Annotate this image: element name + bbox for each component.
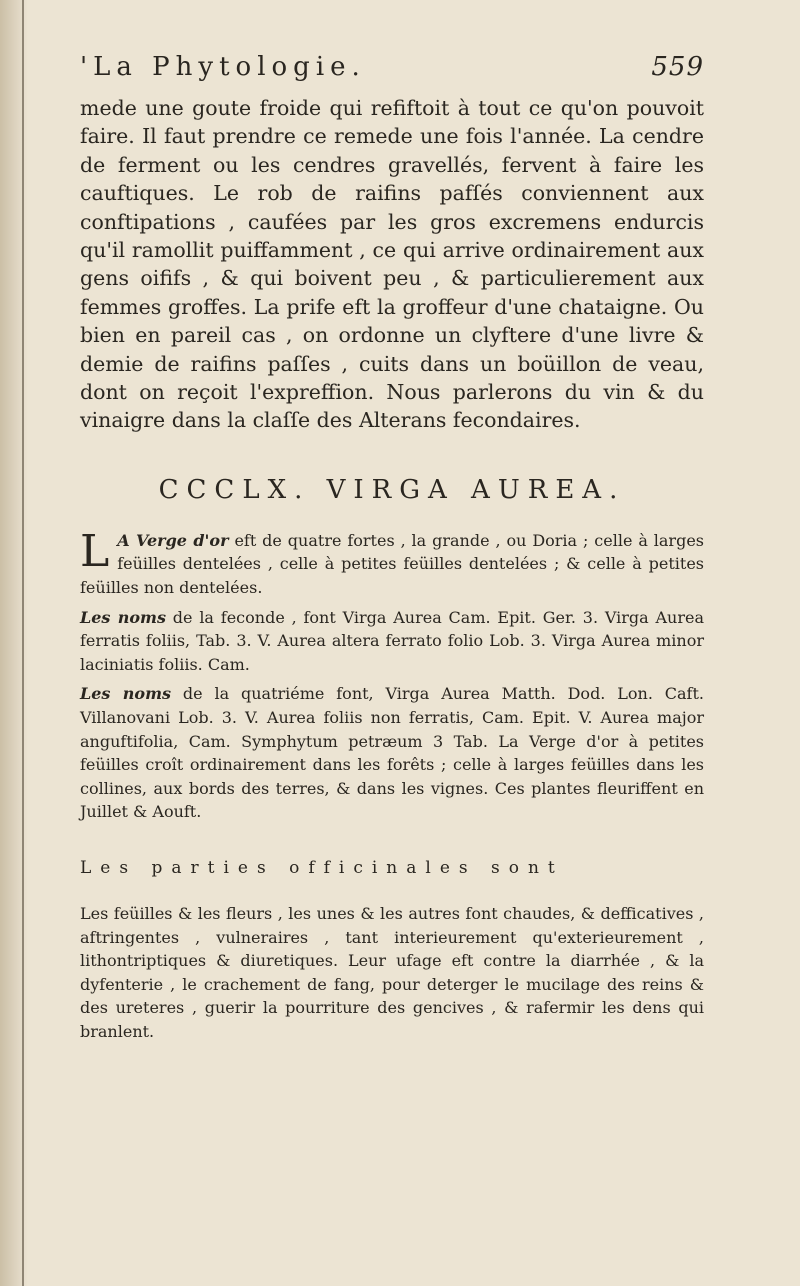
running-head <box>80 52 704 94</box>
page-number: 559 <box>651 52 704 82</box>
section-title: CCCLX. VIRGA AUREA. <box>158 474 626 505</box>
paragraph-label: Les noms <box>80 607 166 627</box>
paragraph-names-fourth <box>80 682 704 824</box>
drop-cap: L <box>80 525 110 577</box>
gutter-edge-line <box>22 0 24 1286</box>
paragraph-names-second <box>80 606 704 677</box>
paragraph-label: A Verge d'or <box>117 530 229 550</box>
opening-paragraph: mede une goute froide qui refiftoit à tout ce qu'on pouvoit faire. Il faut prendre ce remede une fois l'année. La cendre de ferment ou les cendres gravellés, fervent à faire les cauftiques. Le rob de raifins pafſés conviennent aux conftipations , caufées par les gros excremens endurcis qu'il ramollit puiffamment , ce qui arrive ordinairement aux gens oififs , & qui boivent peu , & particulierement aux femmes groffes. La prife eft la groffeur d'une chataigne. Ou bien en pareil cas , on ordonne un clyftere d'une livre & demie de raifins paſſes , cuits dans un boüillon de veau, dont on reçoit l'expreffion. Nous parlerons du vin & du vinaigre dans la claſſe des Alterans fecondaires. <box>80 96 704 433</box>
paragraph-text: de la quatriéme font, Virga Aurea Matth. Dod. Lon. Caft. Villanovani Lob. 3. V. Aurea foliis non ferratis, Cam. Epit. V. Aurea major anguftifolia, Cam. Symphytum petræum 3 Tab. La Verge d'or à petites feüilles croît ordinairement dans les forêts ; celle à larges feüilles dans les collines, aux bords des terres, & dans les vignes. Ces plantes fleuriffent en Juillet & Aouft. <box>80 684 704 822</box>
paragraph-description <box>80 525 705 600</box>
closing-paragraph: Les feüilles & les fleurs , les unes & les autres font chaudes, & defficatives , aftringentes , vulneraires , tant interieurement qu'exterieurement , lithontriptiques & diuretiques. Leur ufage eft contre la diarrhée , & la dyfenterie , le crachement de fang, pour deterger le mucilage des reins & des ureteres , guerir la pourriture des gencives , & rafermir les dens qui branlent. <box>80 904 704 1041</box>
paragraph-text: eft de quatre fortes , la grande , ou Doria ; celle à larges feüilles dentelées , celle à petites feüilles dentelées ; & celle à petites feüilles non dentelées. <box>80 530 705 598</box>
running-head-title: 'La Phytologie. <box>80 52 366 82</box>
paragraph-label: Les noms <box>80 684 172 704</box>
subheading: Les parties officinales sont <box>80 858 564 878</box>
paragraph-text: de la feconde , font Virga Aurea Cam. Epit. Ger. 3. Virga Aurea ferratis foliis, Tab. 3. V. Aurea altera ferrato folio Lob. 3. Virga Aurea minor laciniatis foliis. Cam. <box>80 607 705 674</box>
book-page <box>80 52 704 1044</box>
